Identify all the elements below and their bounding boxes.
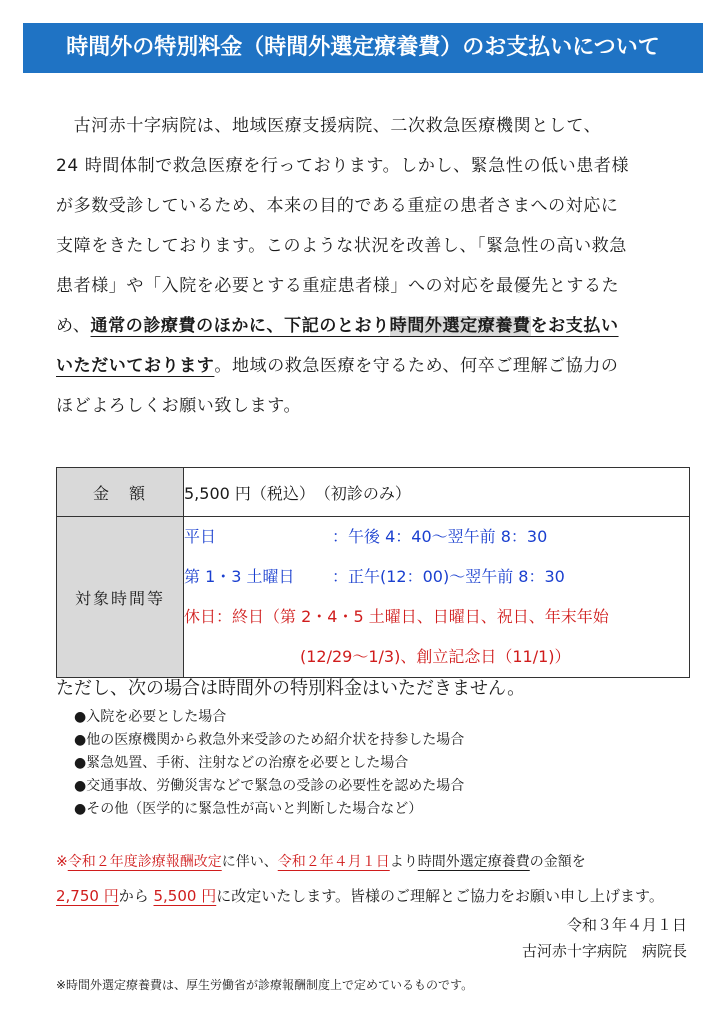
para-line-6 bbox=[56, 306, 696, 346]
amount-value: 5,500 円（税込） （初診のみ） bbox=[184, 468, 690, 517]
revision-text-e: より bbox=[389, 854, 418, 870]
list-item: ●その他（医学的に緊急性が高いと判断した場合など） bbox=[74, 801, 423, 817]
weekday-row bbox=[184, 517, 689, 557]
list-item: ●緊急処置、手術、注射などの治療を必要とした場合 bbox=[74, 755, 409, 771]
para-text-6-pre: め、 bbox=[56, 316, 91, 336]
amount-label: 金 額 bbox=[57, 468, 184, 517]
para-text-1: 古河赤十字病院は、地域医療支援病院、二次救急医療機関として、 bbox=[73, 116, 602, 136]
new-amount: 5,500 円 bbox=[153, 887, 217, 905]
issue-date: 令和３年４月１日 bbox=[566, 916, 687, 934]
time-values bbox=[184, 517, 690, 678]
saturday-row bbox=[184, 557, 689, 597]
weekday-label: 平日 bbox=[184, 527, 217, 546]
revision-notice bbox=[56, 845, 664, 913]
para-line-8: ほどよろしくお願い致します。 bbox=[56, 396, 302, 416]
revision-text-c: に伴い、 bbox=[221, 854, 278, 870]
emphasis-fee-note: 通常の診療費のほかに、下記のとおり bbox=[90, 316, 390, 336]
list-item: ●交通事故、労働災害などで緊急の受診の必要性を認めた場合 bbox=[74, 778, 465, 794]
emphasis-receiving: いただいております bbox=[56, 356, 215, 376]
time-label: 対象時間等 bbox=[57, 517, 184, 678]
list-item: ●他の医療機関から救急外来受診のため紹介状を持参した場合 bbox=[74, 732, 465, 748]
footnote: ※時間外選定療養費は、厚生労働省が診療報酬制度上で定めているものです。 bbox=[56, 978, 474, 992]
revision-line-1 bbox=[56, 845, 664, 879]
revision-reason: 令和２年度診療報酬改定 bbox=[67, 854, 222, 870]
intro-paragraph bbox=[56, 106, 696, 426]
amount-row bbox=[57, 468, 690, 517]
signer: 古河赤十字病院 病院長 bbox=[521, 942, 687, 960]
exceptions-list bbox=[74, 706, 464, 821]
revision-mark: ※ bbox=[56, 854, 68, 870]
para-line-3: が多数受診しているため、本来の目的である重症の患者さまへの対応に bbox=[56, 196, 619, 216]
emphasis-pay: をお支払い bbox=[530, 316, 619, 336]
para-line-4: 支障をきたしております。このような状況を改善し、「緊急性の高い救急 bbox=[56, 236, 627, 256]
holiday-row-cont: (12/29～1/3)、創立記念日（11/1)） bbox=[300, 647, 571, 666]
para-line-7 bbox=[56, 346, 696, 386]
revision-text-g: の金額を bbox=[529, 854, 586, 870]
weekday-value: ：午後 4：40～翌午前 8：30 bbox=[332, 527, 548, 546]
emphasis-fee-name: 時間外選定療養費 bbox=[389, 316, 531, 336]
para-text-7-rest: 。地域の救急医療を守るため、何卒ご理解ご協力の bbox=[214, 356, 619, 376]
para-line-5: 患者様」や「入院を必要とする重症患者様」への対応を最優先とするた bbox=[56, 276, 620, 296]
para-line-1 bbox=[56, 106, 696, 146]
revision-text-from: から bbox=[118, 887, 154, 905]
para-line-2: 24 時間体制で救急医療を行っております。しかし、緊急性の低い患者様 bbox=[56, 156, 630, 176]
fee-table bbox=[56, 467, 690, 678]
exceptions-title: ただし、次の場合は時間外の特別料金はいただきません。 bbox=[56, 678, 526, 699]
saturday-value: ：正午(12：00)～翌午前 8：30 bbox=[332, 567, 565, 586]
revision-date: 令和２年４月１日 bbox=[277, 854, 390, 870]
time-row bbox=[57, 517, 690, 678]
saturday-label: 第 1・3 土曜日 bbox=[184, 567, 295, 586]
holiday-row: 休日：終日（第 2・4・5 土曜日、日曜日、祝日、年末年始 bbox=[184, 607, 609, 626]
page-title-banner: 時間外の特別料金（時間外選定療養費）のお支払いについて bbox=[23, 23, 703, 73]
list-item: ●入院を必要とした場合 bbox=[74, 709, 227, 725]
revision-line-2 bbox=[56, 879, 664, 913]
revision-text-d: に改定いたします。皆様のご理解とご協力をお願い申し上げます。 bbox=[216, 887, 664, 905]
old-amount: 2,750 円 bbox=[56, 887, 119, 905]
revision-fee-name: 時間外選定療養費 bbox=[417, 854, 530, 870]
